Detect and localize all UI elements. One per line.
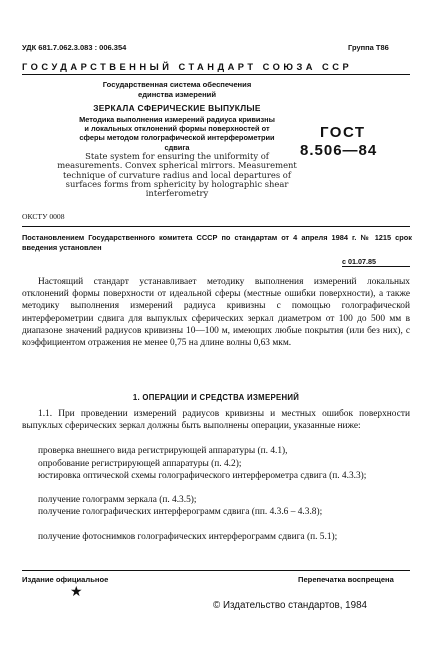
method-line: и локальных отклонений формы поверхностей от	[84, 124, 270, 134]
system-title	[22, 80, 332, 99]
effective-date-underline	[342, 266, 410, 267]
method-line: сферы методом голографической интерферометрии	[79, 133, 275, 143]
decree-text: Постановлением Государственного комитета СССР по стандартам от 4 апреля 1984 г. № 1215 срок введения установлен	[22, 233, 412, 252]
reprint-note: Перепечатка воспрещена	[298, 575, 394, 584]
group-code: Группа Т86	[348, 43, 389, 52]
top-rule	[22, 74, 410, 75]
english-line: interferometry	[145, 188, 209, 199]
effective-date: с 01.07.85	[342, 257, 376, 266]
english-line: measurements. Convex spherical mirrors. Measurement	[57, 160, 297, 171]
edition-note: Издание официальное	[22, 575, 109, 584]
list-item: получение голограмм зеркала (п. 4.3.5);	[38, 495, 197, 505]
gost-number: 8.506—84	[300, 142, 378, 159]
list-item: опробование регистрирующей аппаратуры (п. 4.2);	[38, 459, 242, 469]
system-line: Государственная система обеспечения	[102, 80, 252, 89]
udk-code: УДК 681.7.062.3.083 : 006.354	[22, 43, 127, 52]
okstu-code: ОКСТУ 0008	[22, 212, 65, 221]
list-item: получение голографических интерферограмм сдвига (пп. 4.3.6 – 4.3.8);	[38, 507, 323, 517]
document-title: ЗЕРКАЛА СФЕРИЧЕСКИЕ ВЫПУКЛЫЕ	[93, 103, 261, 113]
english-line: surfaces forms from sphericity by holographic shear	[65, 178, 289, 189]
section-heading: 1. ОПЕРАЦИИ И СРЕДСТВА ИЗМЕРЕНИЙ	[132, 393, 300, 402]
star-icon: ★	[70, 585, 83, 600]
copyright-line: © Издательство стандартов, 1984	[213, 600, 367, 611]
english-title	[22, 152, 332, 198]
standard-title: ГОСУДАРСТВЕННЫЙ СТАНДАРТ СОЮЗА ССР	[22, 62, 353, 72]
list-item: получение фотоснимков голографических интерферограмм сдвига (п. 5.1);	[38, 532, 338, 542]
system-line: единства измерений	[137, 89, 217, 99]
middle-rule	[22, 226, 410, 227]
clause-1-1: 1.1. При проведении измерений радиусов кривизны и местных ошибок поверхности выпуклых сферических зеркал должны быть выполнены операции, указанные ниже:	[22, 409, 410, 432]
method-line: сдвига	[164, 142, 190, 152]
gost-label: ГОСТ	[320, 124, 366, 141]
method-title	[22, 115, 332, 152]
english-line: State system for ensuring the uniformity of	[85, 151, 269, 161]
bottom-rule	[22, 570, 410, 571]
method-line: Методика выполнения измерений радиуса кривизны	[79, 115, 275, 124]
english-line: technique of curvature radius and local departures of	[63, 169, 291, 180]
list-item: юстировка оптической схемы голографического интерферометра сдвига (п. 4.3.3);	[38, 471, 367, 481]
intro-paragraph: Настоящий стандарт устанавливает методику выполнения измерений локальных отклонений формы поверхности от идеальной сферы (местные ошибки поверхности), а также методику выполнения измерений радиуса кривизны с помощью голографической интерферометрии сдвига для выпуклых сферических зеркал диаметром от 100 до 500 мм в диапазоне значений радиусов кривизны 10—100 м, имеющих любые покрытия (или без них), с коэффициентом отражения не менее 0,75 на длине волны 0,63 мкм.	[22, 277, 410, 349]
list-item: проверка внешнего вида регистрирующей аппаратуры (п. 4.1),	[38, 446, 288, 456]
